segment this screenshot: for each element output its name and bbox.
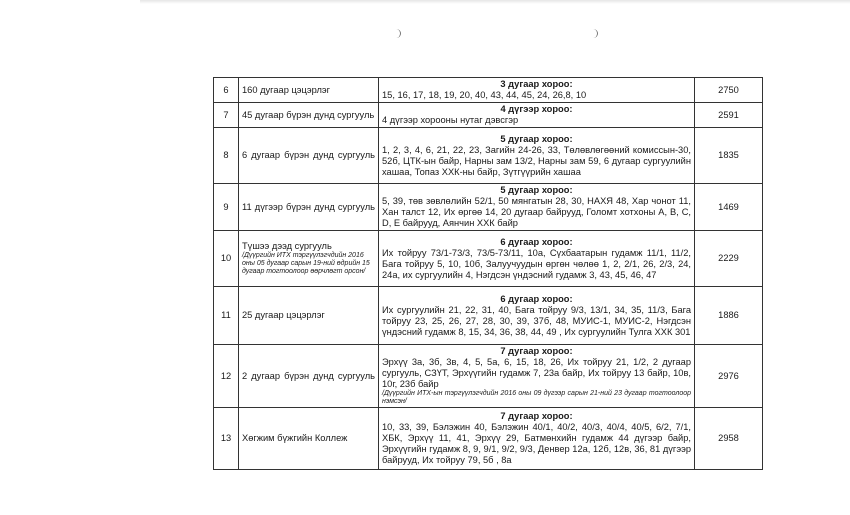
khoroo-heading: 6 дугаар хороо: [500, 236, 573, 247]
khoroo-heading: 5 дугаар хороо: [500, 133, 573, 144]
row-number: 11 [214, 287, 239, 345]
khoroo-heading: 4 дүгээр хороо: [500, 104, 573, 114]
table-row [214, 231, 763, 287]
institution-name: 25 дугаар цэцэрлэг [239, 287, 379, 345]
row-number: 9 [214, 184, 239, 231]
institution-name: 11 дүгээр бүрэн дунд сургууль [239, 184, 379, 231]
table-row [214, 287, 763, 345]
row-number: 10 [214, 231, 239, 287]
table-row [214, 184, 763, 231]
institution-name: 160 дугаар цэцэрлэг [239, 78, 379, 103]
population-count: 2750 [695, 78, 763, 103]
population-count: 2958 [695, 408, 763, 470]
area-text: Эрхүү 3а, 3б, 3в, 4, 5, 5а, 6, 15, 18, 26, Их тойруу 21, 1/2, 2 дугаар сургууль, СЗҮТ, Эрхүүгийн гудамж 7, 23а байр, Их тойруу 13 байр, 10в, 10г, 23б байр [382, 357, 691, 389]
population-count: 2976 [695, 345, 763, 408]
area-text: 1, 2, 3, 4, 6, 21, 22, 23, Загийн 24-26, 33, Төлөвлөгөөний комиссын-30, 52б, ЦТК-ын байр, Нарны зам 13/2, Нарны зам 59, 6 дугаар сургуулийн хашаа, Топаз ХХК-ны байр, Зүтгүүрийн хашаа [382, 144, 691, 177]
table-row [214, 103, 763, 128]
row-number: 13 [214, 408, 239, 470]
punch-hole-left [395, 29, 401, 38]
institution-name: Хөгжим бүжгийн Коллеж [239, 408, 379, 470]
row-number: 8 [214, 128, 239, 184]
scan-top-edge [140, 0, 850, 4]
row-number: 6 [214, 78, 239, 103]
institution-name: 2 дугаар бүрэн дунд сургууль [239, 345, 379, 408]
table-row [214, 128, 763, 184]
khoroo-heading: 7 дугаар хороо: [500, 411, 573, 421]
area-text: 10, 33, 39, Бэлэжин 40, Бэлэжин 40/1, 40/2, 40/3, 40/4, 40/5, 6/2, 7/1, ХБК, Эрхүү 11, 41, Эрхүү 29, Батмөнхийн гудамж 44 дүгээр байр, Эрхүүгийн гудамж 8, 9, 9/1, 9/2, 9/3, Денвер 12а, 12б, 12в, 36, 81 дүгээр байрууд, Их тойруу 79, 5б , 8а [382, 422, 691, 465]
area-cell [379, 345, 695, 408]
area-cell [379, 128, 695, 184]
area-text: 5, 39, төв зөвлөлийн 52/1, 50 мянгатын 28, 30, НАХЯ 48, Хар чонот 11, Хан талст 12, Их өргөө 14, 20 дугаар байрууд, Голомт хотхоны А, В, С, D, Е байрууд, Аянчин ХХК байр [382, 196, 691, 228]
area-text: Их сургуулийн 21, 22, 31, 40, Бага тойруу 9/3, 13/1, 34, 35, 11/3, Бага тойруу 23, 25, 26, 27, 28, 30, 39, 37б, 48, МУИС-1, МУИС-2, Нэгдсэн үндэсний гудамж 8, 15, 34, 36, 38, 44, 49 , Их сургуулийн Тулга ХХК 301 [382, 304, 691, 337]
population-count: 2229 [695, 231, 763, 287]
institution-name: 6 дугаар бүрэн дунд сургууль [239, 128, 379, 184]
area-cell [379, 408, 695, 470]
area-text: Их тойруу 73/1-73/3, 73/5-73/11, 10а, Сүхбаатарын гудамж 11/1, 11/2, Бага тойруу 5, 10, 10б, Залуучуудын өргөн чөлөө 1, 2, 2/1, 26, 2/3, 24, 24а, их сургуулийн 4, Нэгдсэн үндэсний гудамж 3, 43, 45, 46, 47 [382, 247, 691, 280]
row-number: 12 [214, 345, 239, 408]
area-cell [379, 231, 695, 287]
row-number: 7 [214, 103, 239, 128]
area-cell [379, 287, 695, 345]
institution-name: 45 дугаар бүрэн дунд сургууль [239, 103, 379, 128]
school-districts-table [213, 77, 763, 470]
amendment-note: /Дүүргийн ИТХ тэргүүлэгчдийн 2016 оны 05 дугаар сарын 19-ний өдрийн 15 дугаар тогтоолоор өөрчлөгт орсон/ [242, 252, 370, 275]
area-cell [379, 184, 695, 231]
punch-hole-right [592, 29, 598, 38]
area-text: 4 дүгээр хорооны нутаг дэвсгэр [382, 115, 519, 125]
area-cell [379, 78, 695, 103]
population-count: 2591 [695, 103, 763, 128]
institution-cell [239, 231, 379, 287]
population-count: 1835 [695, 128, 763, 184]
population-count: 1886 [695, 287, 763, 345]
khoroo-heading: 3 дугаар хороо: [500, 79, 573, 89]
area-text: 15, 16, 17, 18, 19, 20, 40, 43, 44, 45, 24, 26,8, 10 [382, 90, 587, 100]
khoroo-heading: 7 дугаар хороо: [500, 346, 573, 356]
khoroo-heading: 5 дугаар хороо: [500, 185, 573, 195]
amendment-note: /Дүүргийн ИТХ-ын тэргүүлэгчдийн 2016 оны 09 дүгээр сарын 21-ний 23 дугаар тогтоолоор нэмсэн/ [382, 390, 691, 405]
table-row [214, 78, 763, 103]
population-count: 1469 [695, 184, 763, 231]
khoroo-heading: 6 дугаар хороо: [500, 293, 573, 304]
area-cell [379, 103, 695, 128]
table-row [214, 345, 763, 408]
table-row [214, 408, 763, 470]
institution-name: Түшээ дээд сургууль [242, 241, 332, 251]
